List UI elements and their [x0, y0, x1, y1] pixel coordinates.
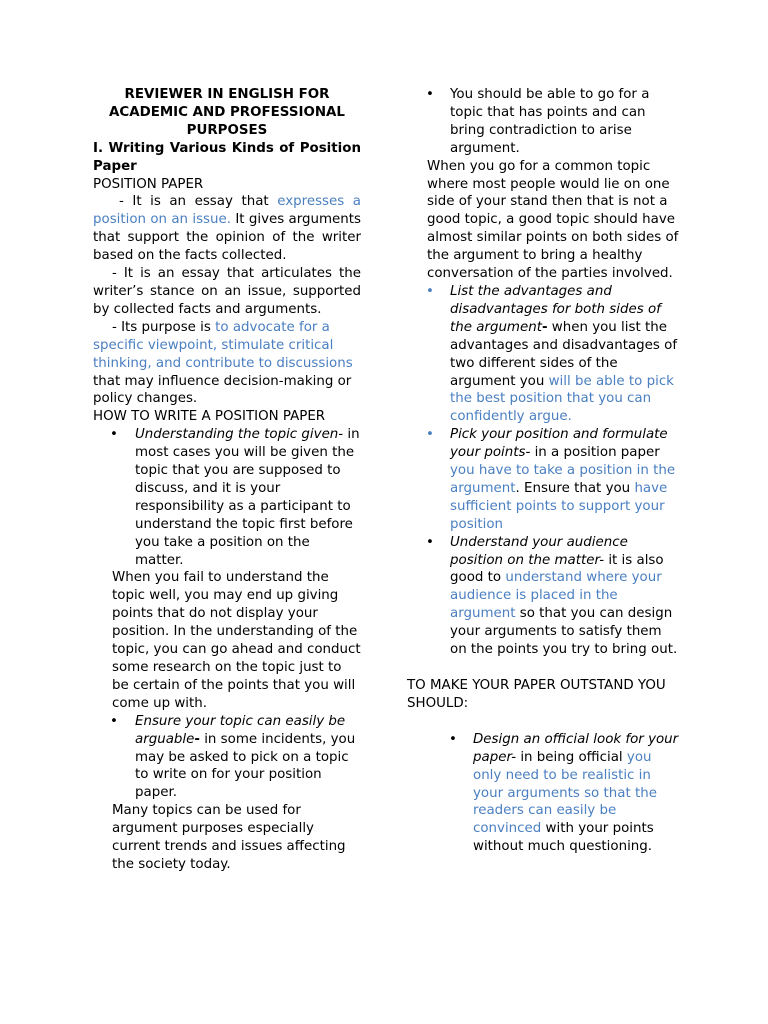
bullet-icon: • [110, 427, 118, 443]
bullet-icon: • [426, 427, 434, 443]
list-item: • Ensure your topic can easily be arguable- in some incidents, you may be asked to pick on a topic to write on for your position paper. [110, 713, 356, 801]
right-column [407, 86, 680, 856]
paragraph: When you fail to understand the topic well, you may end up giving points that do not display your position. In the understanding of the topic, you can go ahead and conduct some research on the topic just to be certain of the points that you will come up with. [112, 570, 361, 711]
how-to-heading: HOW TO WRITE A POSITION PAPER [93, 409, 326, 425]
paragraph: When you go for a common topic where most people would lie on one side of your stand then that is not a good topic, a good topic should have almost similar points on both sides of the argument to bring a healthy conversation of the parties involved. [427, 158, 679, 282]
definition-3: - Its purpose is to advocate for a specific viewpoint, stimulate critical thinking, and contribute to discussions that may influence decision-making or policy changes. [93, 319, 353, 407]
document-title: REVIEWER IN ENGLISH FOR ACADEMIC AND PROFESSIONAL PURPOSES [109, 87, 345, 138]
bullet-icon: • [110, 713, 118, 729]
spacer [407, 659, 680, 677]
list-item: • Understand your audience position on the matter- it is also good to understand where your audience is placed in the argument so that you can design your arguments to satisfy them on the points you try to bring out. [426, 534, 678, 658]
list-item: • Design an official look for your paper- in being official you only need to be realistic in your arguments so that the readers can easily be convinced with your points without much questioning. [449, 731, 679, 855]
outstand-heading: TO MAKE YOUR PAPER OUTSTAND YOU SHOULD: [407, 678, 666, 711]
bullet-icon: • [449, 731, 457, 747]
spacer [407, 713, 680, 731]
definition-2: - It is an essay that articulates the writer’s stance on an issue, supported by collected facts and arguments. [93, 266, 361, 317]
list-item: • You should be able to go for a topic that has points and can bring contradiction to arise argument. [426, 87, 650, 156]
bullet-icon: • [426, 87, 434, 102]
list-item: • List the advantages and disadvantages for both sides of the argument- when you list the advantages and disadvantages of two different sides of the argument you will be able to pick the best position that you can confidently argue. [426, 283, 678, 425]
list-item: • Understanding the topic given- in most cases you will be given the topic that you are supposed to discuss, and it is your responsibility as a participant to understand the topic first before you take a position on the matter. [110, 427, 360, 568]
definition-1: - It is an essay that expresses a position on an issue. It gives arguments that support the opinion of the writer based on the facts collected. [93, 194, 361, 264]
bullet-icon: • [426, 534, 434, 550]
list-item: • Pick your position and formulate your points- in a position paper you have to take a position in the argument. Ensure that you have sufficient points to support your position [426, 427, 676, 532]
paragraph: Many topics can be used for argument purposes especially current trends and issues affecting the society today. [112, 803, 346, 872]
section-heading: I. Writing Various Kinds of Position Paper [93, 140, 361, 174]
bullet-icon: • [426, 283, 434, 299]
left-column [93, 86, 361, 874]
position-paper-label: POSITION PAPER [93, 176, 204, 192]
